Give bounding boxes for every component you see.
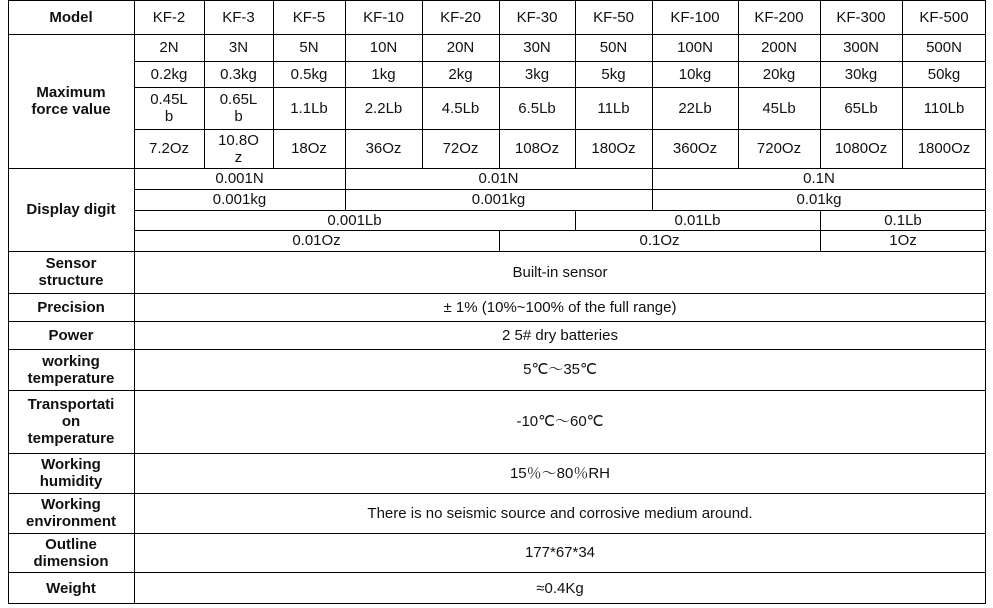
display-digit-cell: 0.01Oz <box>292 232 341 249</box>
max-force-cell: 2.2Lb <box>364 99 403 117</box>
max-force-cell: 72Oz <box>442 140 479 157</box>
max-force-cell: 6.5Lb <box>518 99 556 117</box>
display-digit-cell: 0.001N <box>215 170 264 187</box>
spec-table <box>8 0 986 604</box>
model-header: KF-200 <box>754 8 804 26</box>
max-force-cell: 10.8O z <box>218 131 259 166</box>
max-force-cell: 11Lb <box>597 99 630 117</box>
max-force-cell: 36Oz <box>365 140 402 157</box>
max-force-cell: 30N <box>523 39 551 56</box>
row-value-power: 2 5# dry batteries <box>502 326 618 344</box>
row-value-weight: ≈0.4Kg <box>536 579 584 597</box>
row-label-working-temperature: working temperature <box>27 352 115 387</box>
max-force-cell: 5N <box>299 39 319 56</box>
max-force-cell: 30kg <box>844 65 878 83</box>
max-force-cell: 20kg <box>762 65 796 83</box>
model-header: KF-10 <box>363 8 404 26</box>
max-force-cell: 50kg <box>927 65 961 83</box>
row-label-precision: Precision <box>37 298 105 316</box>
row-value-precision: ± 1% (10%~100% of the full range) <box>443 298 677 316</box>
model-header: KF-2 <box>152 8 186 26</box>
max-force-cell: 300N <box>843 39 879 56</box>
model-header: KF-20 <box>440 8 481 26</box>
max-force-cell: 1.1Lb <box>290 99 328 117</box>
display-digit-cell: 0.1Oz <box>639 232 680 249</box>
row-label-working-humidity: Working humidity <box>39 456 103 490</box>
max-force-cell: 4.5Lb <box>441 99 480 117</box>
max-force-cell: 0.65L b <box>219 91 258 125</box>
row-value-outline-dimension: 177*67*34 <box>524 544 596 561</box>
max-force-cell: 0.2kg <box>150 65 188 83</box>
max-force-cell: 65Lb <box>844 99 878 117</box>
max-force-cell: 360Oz <box>672 140 718 157</box>
model-header: KF-500 <box>919 8 969 26</box>
max-force-cell: 0.45L b <box>150 91 188 125</box>
model-header: KF-50 <box>593 8 634 26</box>
max-force-cell: 10kg <box>678 65 712 83</box>
row-label-power: Power <box>48 326 94 344</box>
model-header: KF-300 <box>836 8 886 26</box>
row-value-working-environment: There is no seismic source and corrosive medium around. <box>367 504 753 522</box>
row-label-outline-dimension: Outline dimension <box>33 535 109 570</box>
display-digit-label: Display digit <box>26 201 116 218</box>
max-force-cell: 3kg <box>524 65 550 83</box>
max-force-cell: 1080Oz <box>834 140 888 157</box>
max-force-cell: 2N <box>159 39 179 56</box>
max-force-cell: 1800Oz <box>917 140 971 157</box>
display-digit-cell: 0.1Lb <box>884 211 922 229</box>
display-digit-cell: 0.001kg <box>471 191 526 208</box>
max-force-cell: 50N <box>599 39 628 56</box>
max-force-cell: 720Oz <box>756 140 802 157</box>
row-label-transportation-temperature: Transportati on temperature <box>27 396 115 447</box>
max-force-cell: 100N <box>677 39 713 56</box>
max-force-label: Maximum force value <box>31 84 111 118</box>
max-force-cell: 45Lb <box>762 99 796 117</box>
max-force-cell: 5kg <box>601 65 626 83</box>
row-value-sensor-structure: Built-in sensor <box>512 263 608 281</box>
header-model-label: Model <box>49 8 93 26</box>
max-force-cell: 3N <box>228 39 249 56</box>
row-label-working-environment: Working environment <box>25 496 116 530</box>
max-force-cell: 108Oz <box>514 140 560 157</box>
max-force-cell: 110Lb <box>923 99 965 117</box>
model-header: KF-5 <box>292 8 326 26</box>
max-force-cell: 1kg <box>371 65 396 83</box>
row-label-weight: Weight <box>46 579 96 597</box>
max-force-cell: 18Oz <box>291 140 327 157</box>
row-value-working-temperature: 5℃～35℃ <box>523 361 597 378</box>
display-digit-cell: 0.1N <box>803 170 835 187</box>
display-digit-cell: 0.001kg <box>212 191 267 208</box>
display-digit-cell: 0.01kg <box>796 191 842 208</box>
max-force-cell: 2kg <box>448 65 473 83</box>
row-value-working-humidity: 15％～80％RH <box>509 464 611 482</box>
max-force-cell: 7.2Oz <box>148 140 190 157</box>
max-force-cell: 10N <box>369 39 398 56</box>
max-force-cell: 180Oz <box>591 140 636 157</box>
max-force-cell: 0.3kg <box>220 65 257 83</box>
display-digit-cell: 0.01N <box>478 170 519 187</box>
display-digit-cell: 0.001Lb <box>327 211 382 229</box>
max-force-cell: 200N <box>761 39 797 56</box>
max-force-cell: 22Lb <box>678 99 712 117</box>
model-header: KF-30 <box>516 8 558 26</box>
max-force-cell: 500N <box>926 39 962 56</box>
display-digit-cell: 1Oz <box>889 232 917 249</box>
max-force-cell: 0.5kg <box>290 65 328 83</box>
display-digit-cell: 0.01Lb <box>674 211 721 229</box>
model-header: KF-3 <box>222 8 255 26</box>
row-value-transportation-temperature: -10℃～60℃ <box>516 413 604 430</box>
max-force-cell: 20N <box>446 39 475 56</box>
row-label-sensor-structure: Sensor structure <box>38 255 104 289</box>
model-header: KF-100 <box>670 8 720 26</box>
